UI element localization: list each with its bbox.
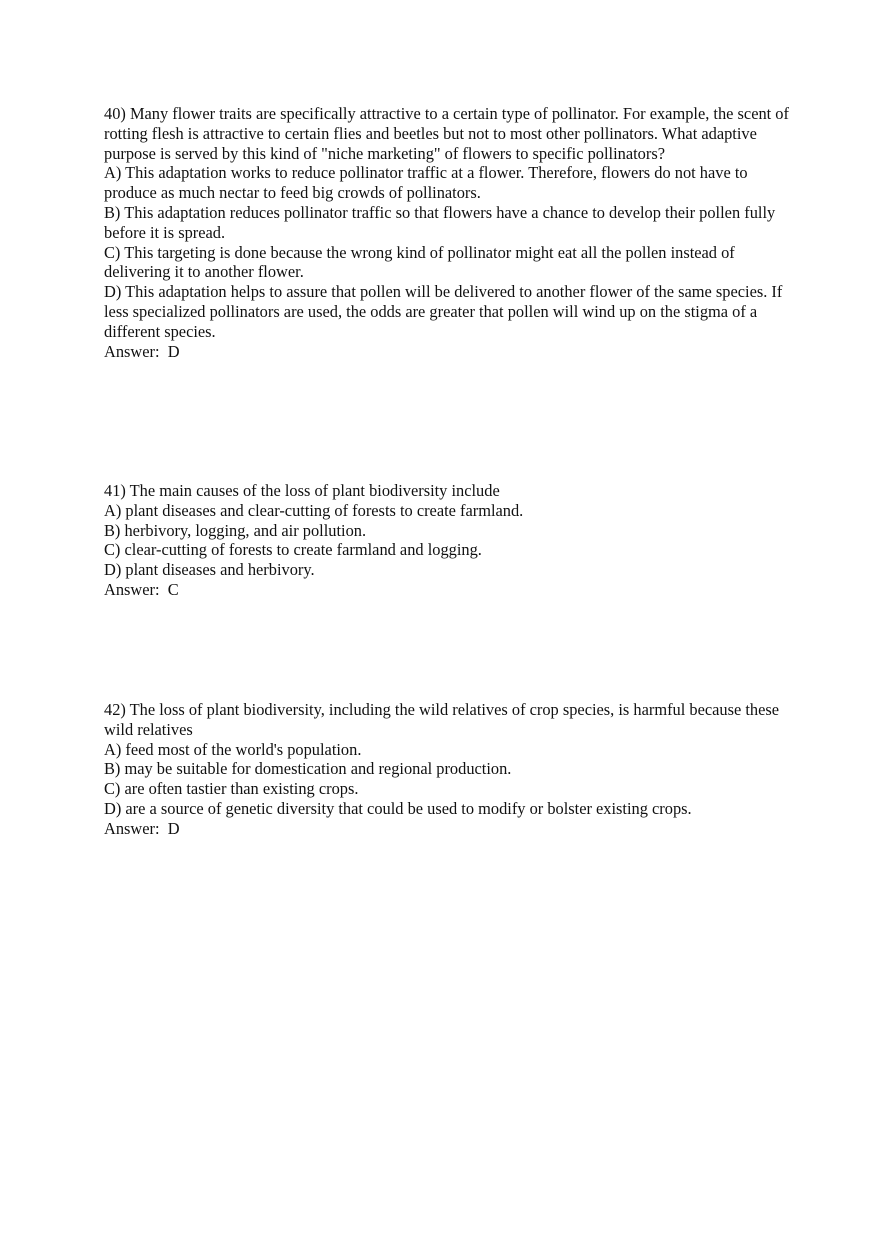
option-a: A) feed most of the world's population. (104, 739, 362, 759)
option-b: B) may be suitable for domestication and regional production. (104, 759, 512, 779)
question-40 (104, 104, 794, 361)
question-stem: 40) Many flower traits are specifically attractive to a certain type of pollinator. For example, the scent of rotting flesh is attractive to certain flies and beetles but not to most other pollinators. What adaptive purpose is served by this kind of "niche marketing" of flowers to specific pollinators? (104, 104, 789, 163)
question-stem: 41) The main causes of the loss of plant biodiversity include (104, 481, 500, 500)
option-c: C) This targeting is done because the wrong kind of pollinator might eat all the pollen instead of delivering it to another flower. (104, 242, 735, 282)
option-d: D) are a source of genetic diversity that could be used to modify or bolster existing crops. (104, 798, 692, 818)
option-c: C) clear-cutting of forests to create farmland and logging. (104, 540, 482, 560)
option-c: C) are often tastier than existing crops. (104, 779, 359, 799)
answer-key: Answer: D (104, 341, 180, 361)
option-d: D) plant diseases and herbivory. (104, 560, 315, 580)
answer-key: Answer: D (104, 818, 180, 838)
option-b: B) This adaptation reduces pollinator traffic so that flowers have a chance to develop their pollen fully before it is spread. (104, 202, 776, 242)
option-a: A) This adaptation works to reduce pollinator traffic at a flower. Therefore, flowers do not have to produce as much nectar to feed big crowds of pollinators. (104, 163, 748, 203)
question-stem: 42) The loss of plant biodiversity, including the wild relatives of crop species, is harmful because these wild relatives (104, 700, 780, 739)
option-a: A) plant diseases and clear-cutting of forests to create farmland. (104, 500, 524, 520)
answer-key: Answer: C (104, 579, 179, 599)
question-42 (104, 700, 794, 839)
option-b: B) herbivory, logging, and air pollution. (104, 520, 367, 540)
option-d: D) This adaptation helps to assure that pollen will be delivered to another flower of the same species. If less specialized pollinators are used, the odds are greater that pollen will wind up on the stigma of a different species. (104, 282, 783, 341)
question-41 (104, 481, 794, 600)
